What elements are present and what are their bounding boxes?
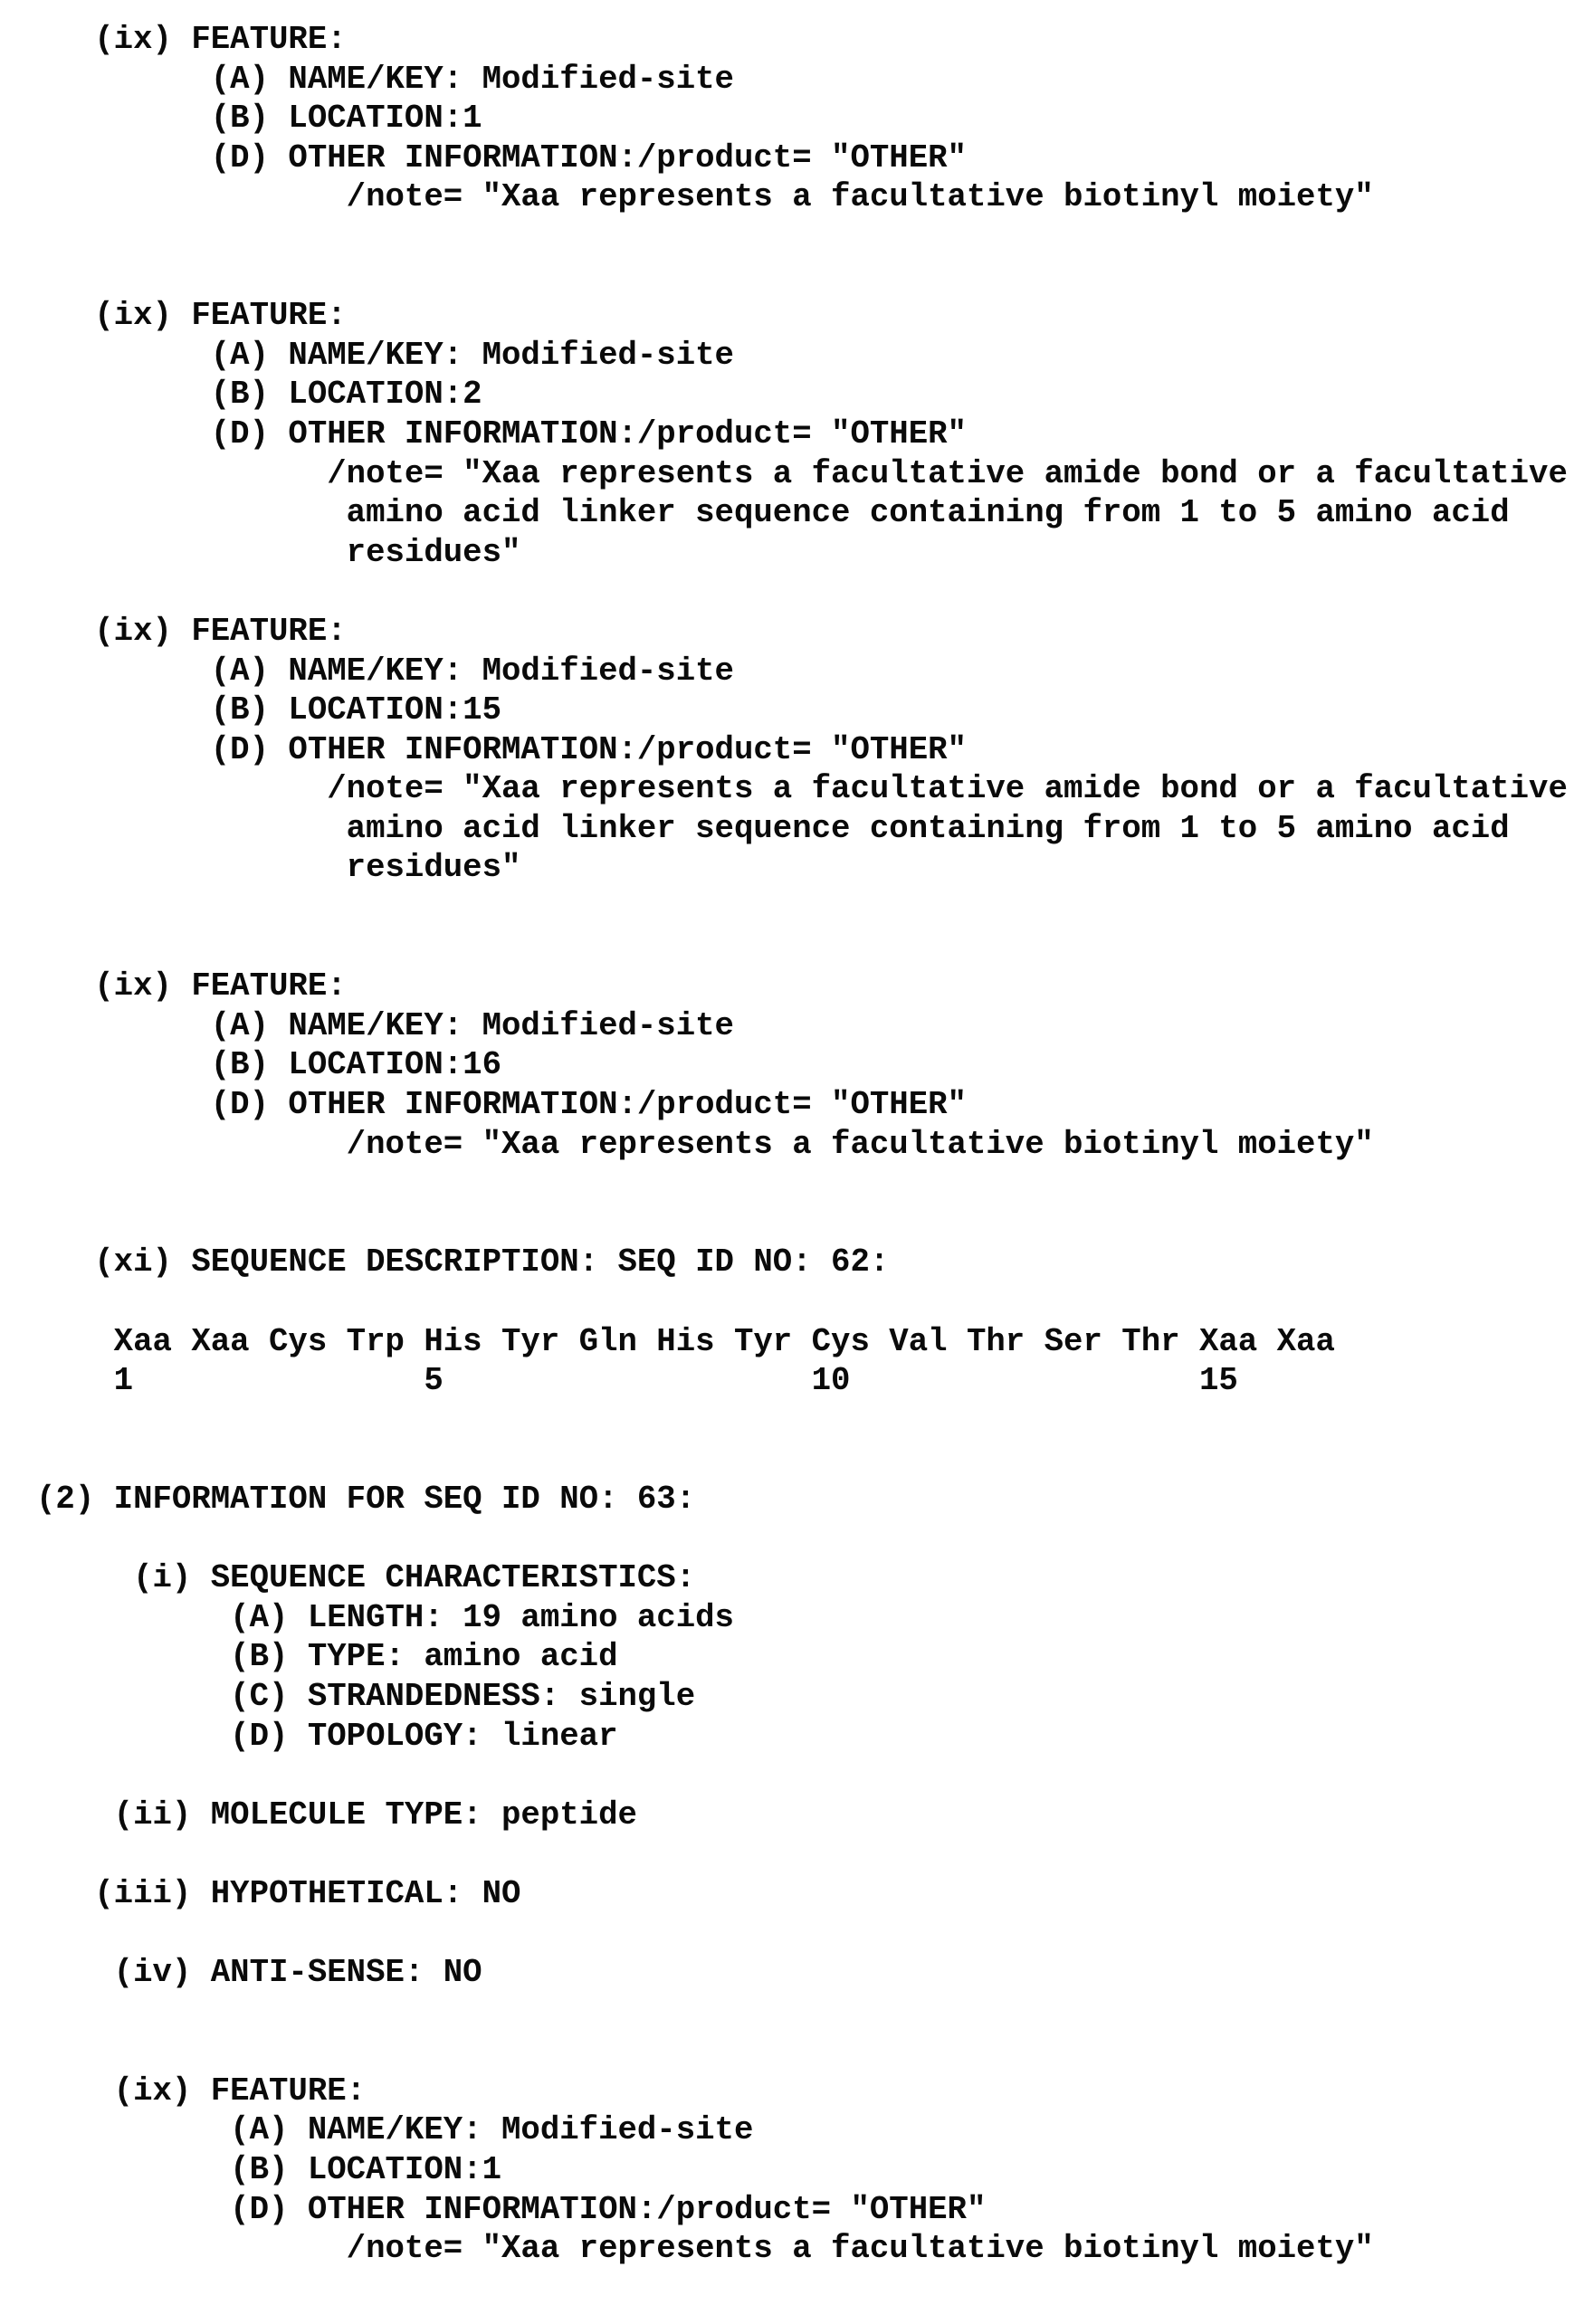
document-line <box>36 572 1593 612</box>
document-line <box>36 1756 1593 1795</box>
document-line <box>36 1834 1593 1874</box>
document-line <box>36 1164 1593 1204</box>
document-line: 1 5 10 15 <box>36 1362 1238 1400</box>
document-line <box>36 888 1593 928</box>
document-line: (iii) HYPOTHETICAL: NO <box>36 1874 521 1912</box>
document-line: (B) LOCATION:15 <box>36 691 501 729</box>
document-line: (iv) ANTI-SENSE: NO <box>36 1954 482 1992</box>
document-line: (ix) FEATURE: <box>36 21 347 58</box>
document-line: (ix) FEATURE: <box>36 967 347 1005</box>
document-line: (D) OTHER INFORMATION:/product= "OTHER" <box>36 730 967 768</box>
document-line <box>36 1282 1593 1322</box>
document-line: (A) NAME/KEY: Modified-site <box>36 2111 754 2149</box>
document-line <box>36 2032 1593 2072</box>
document-line: /note= "Xaa represents a facultative biotinyl moiety" <box>36 1125 1374 1163</box>
document-line: (xi) SEQUENCE DESCRIPTION: SEQ ID NO: 62: <box>36 1243 890 1281</box>
document-line <box>36 217 1593 257</box>
document-line: /note= "Xaa represents a facultative biotinyl moiety" <box>36 178 1374 216</box>
document-line: residues" <box>36 533 521 571</box>
document-line <box>36 1401 1593 1441</box>
document-line: (A) NAME/KEY: Modified-site <box>36 1006 734 1044</box>
document-line: (B) LOCATION:1 <box>36 2151 501 2189</box>
document-line: (ix) FEATURE: <box>36 612 347 650</box>
document-line: (i) SEQUENCE CHARACTERISTICS: <box>36 1559 696 1597</box>
document-line: (B) LOCATION:2 <box>36 376 482 414</box>
document-line <box>36 1519 1593 1559</box>
document-line: (A) NAME/KEY: Modified-site <box>36 652 734 690</box>
document-line: (B) LOCATION:1 <box>36 100 482 138</box>
document-line: amino acid linker sequence containing from 1 to 5 amino acid <box>36 809 1510 847</box>
document-line: (D) OTHER INFORMATION:/product= "OTHER" <box>36 1086 967 1124</box>
document-line: (2) INFORMATION FOR SEQ ID NO: 63: <box>36 1480 696 1518</box>
document-line: (ix) FEATURE: <box>36 297 347 335</box>
document-line <box>36 1440 1593 1480</box>
document-line: (B) TYPE: amino acid <box>36 1638 618 1676</box>
document-line <box>36 1993 1593 2033</box>
document-line: /note= "Xaa represents a facultative biotinyl moiety" <box>36 2230 1374 2268</box>
document-line: (D) OTHER INFORMATION:/product= "OTHER" <box>36 138 967 176</box>
document-line <box>36 257 1593 297</box>
document-line: Xaa Xaa Cys Trp His Tyr Gln His Tyr Cys Val Thr Ser Thr Xaa Xaa <box>36 1322 1335 1360</box>
document-line: (A) NAME/KEY: Modified-site <box>36 60 734 98</box>
document-line: /note= "Xaa represents a facultative amide bond or a facultative <box>36 454 1568 492</box>
document-line: (D) OTHER INFORMATION:/product= "OTHER" <box>36 2190 987 2228</box>
document-line: (ii) MOLECULE TYPE: peptide <box>36 1795 637 1833</box>
document-line: (ix) FEATURE: <box>36 2072 367 2110</box>
document-line: (B) LOCATION:16 <box>36 1046 501 1084</box>
document-line: (D) TOPOLOGY: linear <box>36 1717 618 1755</box>
document-line: (A) NAME/KEY: Modified-site <box>36 336 734 374</box>
document-line: /note= "Xaa represents a facultative amide bond or a facultative <box>36 770 1568 808</box>
document-line <box>36 1204 1593 1243</box>
document-line: (A) LENGTH: 19 amino acids <box>36 1598 734 1636</box>
document-line: (C) STRANDEDNESS: single <box>36 1677 696 1715</box>
document-line <box>36 928 1593 967</box>
document-line: residues" <box>36 849 521 887</box>
document-line <box>36 1914 1593 1954</box>
document-line: (D) OTHER INFORMATION:/product= "OTHER" <box>36 414 967 452</box>
document-line: amino acid linker sequence containing from 1 to 5 amino acid <box>36 494 1510 532</box>
